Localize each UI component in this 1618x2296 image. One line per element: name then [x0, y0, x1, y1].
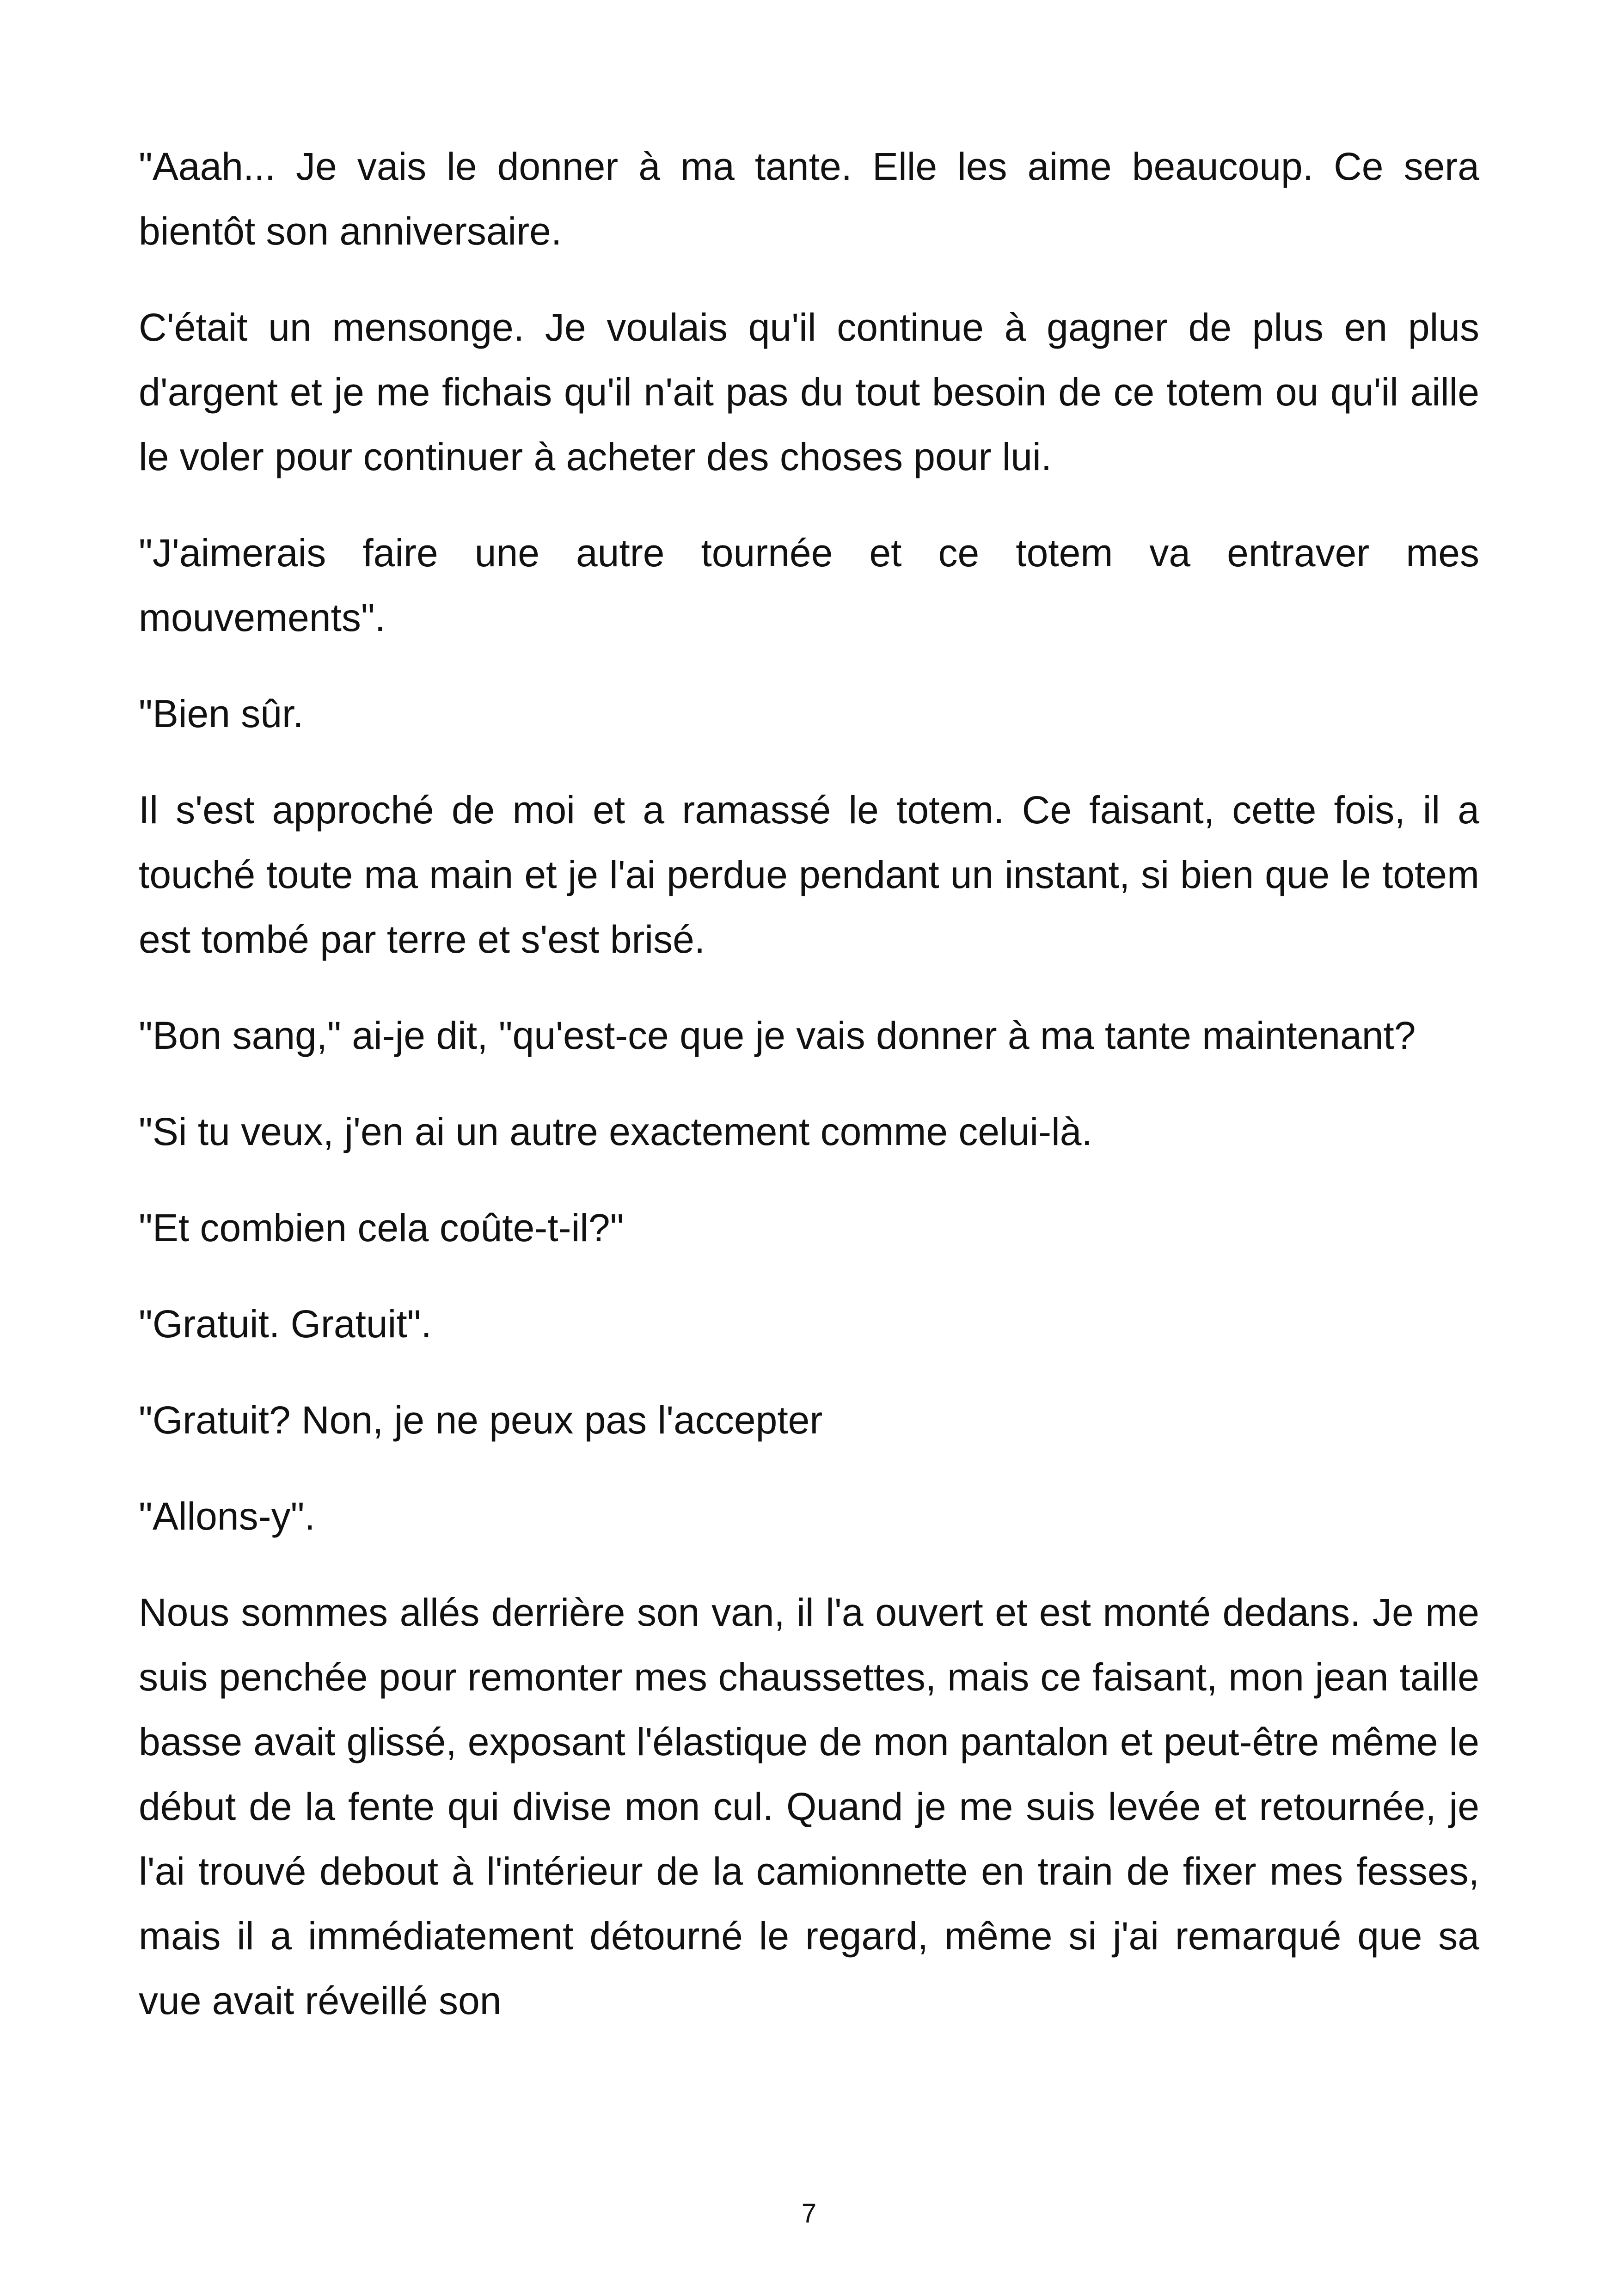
paragraph: C'était un mensonge. Je voulais qu'il continue à gagner de plus en plus d'argent et je me fichais qu'il n'ait pas du tout besoin de ce totem ou qu'il aille le voler pour continuer à acheter des choses pour lui.: [139, 306, 1479, 478]
paragraph: "Bon sang," ai-je dit, "qu'est-ce que je vais donner à ma tante maintenant?: [139, 1014, 1416, 1057]
paragraph: "Gratuit. Gratuit".: [139, 1302, 432, 1346]
paragraph: "Bien sûr.: [139, 692, 304, 735]
page-number: 7: [801, 2198, 817, 2229]
paragraph: "J'aimerais faire une autre tournée et ce totem va entraver mes mouvements".: [139, 531, 1479, 639]
paragraph: "Si tu veux, j'en ai un autre exactement comme celui-là.: [139, 1110, 1092, 1153]
paragraph: Nous sommes allés derrière son van, il l'a ouvert et est monté dedans. Je me suis penchée pour remonter mes chaussettes, mais ce faisant, mon jean taille basse avait glissé, exposant l'élastique de mon pantalon et peut-être même le début de la fente qui divise mon cul. Quand je me suis levée et retournée, je l'ai trouvé debout à l'intérieur de la camionnette en train de fixer mes fesses, mais il a immédiatement détourné le regard, même si j'ai remarqué que sa vue avait réveillé son: [139, 1591, 1479, 2022]
paragraph: Il s'est approché de moi et a ramassé le totem. Ce faisant, cette fois, il a touché toute ma main et je l'ai perdue pendant un instant, si bien que le totem est tombé par terre et s'est brisé.: [139, 788, 1479, 961]
body-text: [139, 134, 1479, 2064]
paragraph: "Gratuit? Non, je ne peux pas l'accepter: [139, 1398, 823, 1442]
paragraph: "Et combien cela coûte-t-il?": [139, 1206, 624, 1249]
paragraph: "Allons-y".: [139, 1494, 315, 1538]
paragraph: "Aaah... Je vais le donner à ma tante. Elle les aime beaucoup. Ce sera bientôt son anniversaire.: [139, 145, 1479, 253]
